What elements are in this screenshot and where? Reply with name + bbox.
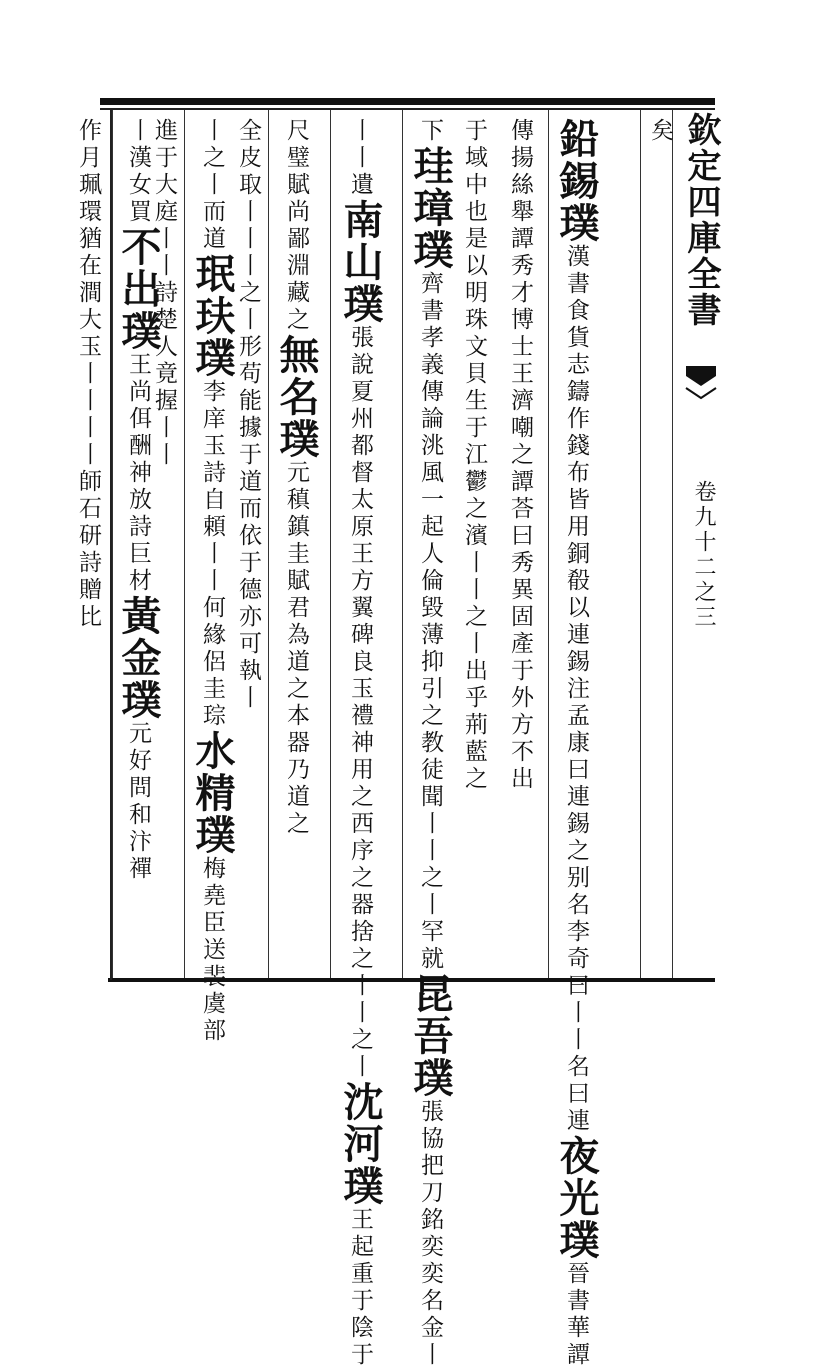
- text-column: [462, 118, 485, 973]
- entry-heading: 珉玞璞: [189, 253, 236, 379]
- entry-text: 下: [417, 118, 443, 145]
- text-column: [337, 118, 384, 1369]
- entry-text: 李庠玉詩自頼丨丨何緣侶圭琮: [199, 379, 225, 730]
- entry-text: 齊書孝義傳論洮風一起人倫毀薄抑引之教徒聞丨丨之丨罕就: [417, 271, 443, 973]
- entry-text: 全皮取丨丨丨之丨形苟能據于道而依于德亦可執丨: [235, 118, 261, 712]
- entry-heading: 鉛錫璞: [553, 118, 600, 244]
- entry-text: 矣: [647, 118, 673, 145]
- text-column: [236, 118, 259, 973]
- entry-text: 王尚佴酬神放詩巨材: [125, 352, 151, 595]
- text-column: [189, 118, 236, 1045]
- entry-text: 于域中也是以明珠文貝生于江鬱之濱丨丨之丨出乎荊藍之: [461, 118, 487, 793]
- entry-text: 尺璧賦尚鄙淵藏之: [283, 118, 309, 334]
- column-divider: [402, 110, 403, 978]
- text-column: [273, 118, 320, 973]
- entry-text: 張協把刀銘奕奕名金丨: [417, 1099, 443, 1369]
- entry-text: 晉書華譚: [563, 1261, 589, 1369]
- entry-text: 丨漢女買: [125, 118, 151, 226]
- text-column: [115, 118, 162, 973]
- column-divider: [112, 110, 113, 978]
- text-column: [648, 118, 671, 973]
- entry-heading: 沈河璞: [337, 1081, 384, 1207]
- text-column: [76, 118, 99, 973]
- column-divider: [268, 110, 269, 978]
- text-column: [407, 118, 454, 1369]
- top-border-thin: [100, 108, 715, 110]
- entry-text: 王起重于陰于: [347, 1207, 373, 1369]
- entry-heading: 夜光璞: [553, 1135, 600, 1261]
- entry-heading: 黃金璞: [115, 595, 162, 721]
- column-divider: [184, 110, 185, 978]
- entry-text: 進于大庭丨丨詩楚人竟握丨丨: [151, 118, 177, 469]
- column-divider: [640, 110, 641, 978]
- entry-text: 元稹鎮圭賦君為道之本器乃道之: [283, 460, 309, 838]
- entry-heading: 不出璞: [115, 226, 162, 352]
- entry-text: 梅堯臣送裴虞部: [199, 856, 225, 1045]
- top-border-thick: [100, 98, 715, 105]
- entry-heading: 南山璞: [337, 199, 384, 325]
- entry-text: 張說夏州都督太原王方翼碑良玉禮神用之西序之器捨之丨丨之丨: [347, 325, 373, 1081]
- volume-number: 卷九十二之三: [691, 480, 716, 630]
- book-title: 欽定四庫全書: [681, 112, 721, 328]
- entry-text: 傳揚絲舉譚秀才博士王濟嘲之譚荅曰秀異固產于外方不出: [507, 118, 533, 793]
- entry-heading: 珪璋璞: [407, 145, 454, 271]
- column-divider: [330, 110, 331, 978]
- entry-text: 丨之丨而道: [199, 118, 225, 253]
- entry-text: 元好問和汴禪: [125, 721, 151, 883]
- entry-text: 漢書食貨志鑄作錢布皆用銅殽以連錫注孟康曰連錫之别名李奇曰丨丨名曰連: [563, 244, 589, 1135]
- entry-text: 作月珮環猶在澗大玉丨丨丨丨師石研詩贈比: [75, 118, 101, 631]
- entry-heading: 昆吾璞: [407, 973, 454, 1099]
- text-column: [553, 118, 600, 1369]
- fish-tail-mark-icon: [684, 362, 718, 402]
- entry-heading: 無名璞: [273, 334, 320, 460]
- margin-divider: [672, 110, 673, 978]
- text-column: [508, 118, 531, 973]
- entry-text: 丨丨遺: [347, 118, 373, 199]
- entry-heading: 水精璞: [189, 730, 236, 856]
- column-divider: [548, 110, 549, 978]
